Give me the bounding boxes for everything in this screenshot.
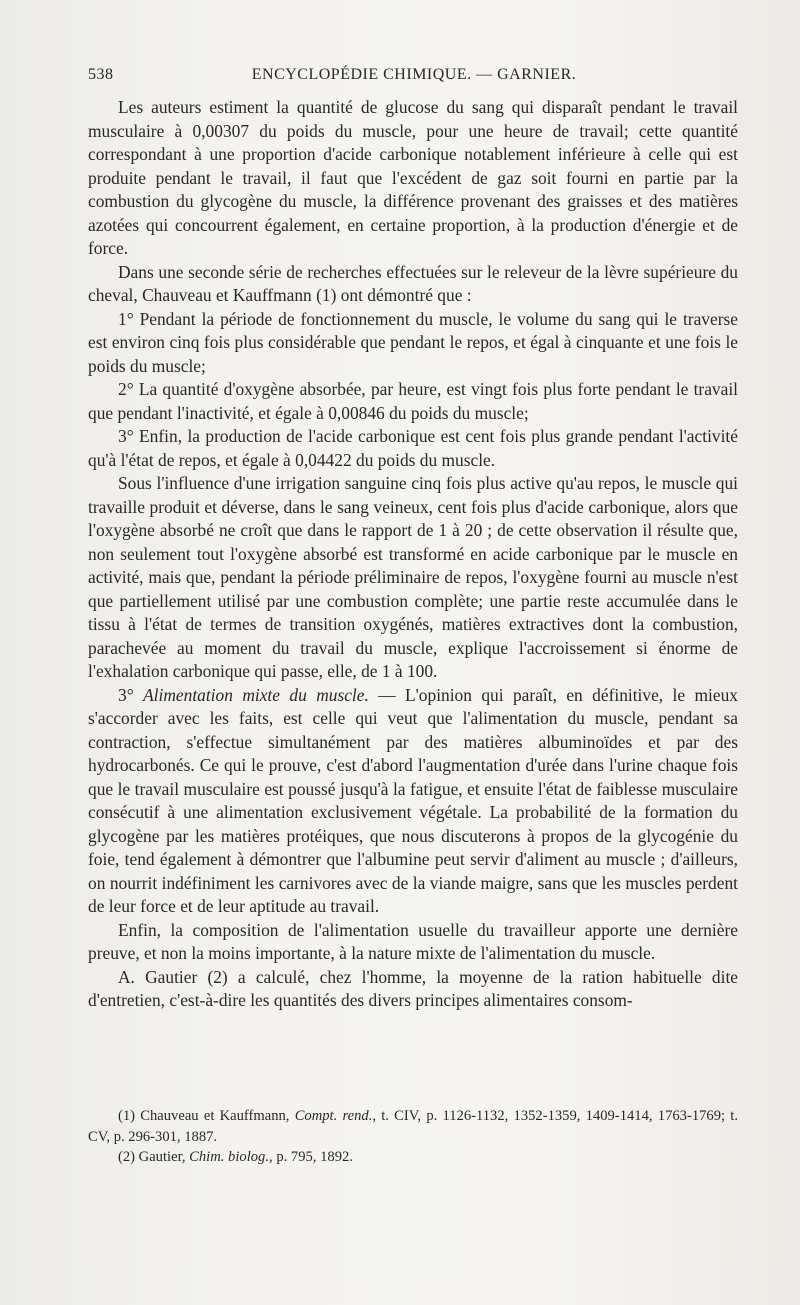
paragraph: Les auteurs estiment la quantité de glucose du sang qui disparaît pendant le travail musculaire à 0,00307 du poids du muscle, pour une heure de travail; cette quantité correspondant à une proportion d'acide carbonique notablement inférieure à celle qui est produite pendant le travail, il faut que l'excédent de gaz soit fourni en partie par la combustion du glycogène du muscle, la différence provenant des graisses et des matières azotées qui concourrent également, en certaine proportion, à la production d'énergie et de force. xyxy=(88,97,738,258)
paragraph: A. Gautier (2) a calculé, chez l'homme, la moyenne de la ration habituelle dite d'entretien, c'est-à-dire les quantités des divers principes alimentaires consom- xyxy=(88,966,738,1010)
footnotes xyxy=(88,1106,738,1168)
footnote-journal: Compt. rend. xyxy=(294,1108,373,1124)
paragraph: 1° Pendant la période de fonctionnement du muscle, le volume du sang qui le traverse est environ cinq fois plus considérable que pendant le repos, et égal à cinquante et une fois le poids du muscle; xyxy=(88,308,738,376)
footnote xyxy=(88,1147,738,1168)
footnote-text: , p. 795, 1892. xyxy=(269,1149,353,1165)
section-number: 3° xyxy=(118,684,144,705)
paragraph: Dans une seconde série de recherches effectuées sur le releveur de la lèvre supérieure du cheval, Chauveau et Kauffmann (1) ont démontré que : xyxy=(88,261,738,305)
footnote xyxy=(88,1106,738,1147)
paragraph xyxy=(88,684,738,919)
paragraph: 2° La quantité d'oxygène absorbée, par heure, est vingt fois plus forte pendant le travail que pendant l'inactivité, et égale à 0,00846 du poids du muscle; xyxy=(88,379,738,423)
body-text xyxy=(88,96,738,1013)
footnote-journal: Chim. biolog. xyxy=(189,1149,270,1165)
paragraph: 3° Enfin, la production de l'acide carbonique est cent fois plus grande pendant l'activité qu'à l'état de repos, et égale à 0,04422 du poids du muscle. xyxy=(88,426,738,470)
paragraph: Enfin, la composition de l'alimentation usuelle du travailleur apporte une dernière preuve, et non la moins importante, à la nature mixte de l'alimentation du muscle. xyxy=(88,919,738,963)
paragraph: Sous l'influence d'une irrigation sanguine cinq fois plus active qu'au repos, le muscle qui travaille produit et déverse, dans le sang veineux, cent fois plus d'acide carbonique, alors que l'oxygène absorbé ne croît que dans le rapport de 1 à 20 ; de cette observation il résulte que, non seulement tout l'oxygène absorbé est transformé en acide carbonique par le muscle en activité, mais que, pendant la période préliminaire de repos, l'oxygène fourni au muscle n'est que partiellement utilisé par une combustion complète; une partie reste accumulée dans le tissu à l'état de termes de transition oxygénés, matières extractives dont la combustion, parachevée au moment du travail du muscle, explique l'accroissement si énorme de l'exhalation carbonique qui passe, elle, de 1 à 100. xyxy=(88,473,738,681)
running-title: ENCYCLOPÉDIE CHIMIQUE. — GARNIER. xyxy=(251,66,577,83)
section-title: Alimentation mixte du muscle. xyxy=(143,684,369,705)
footnote-lead: (2) Gautier, xyxy=(118,1149,190,1165)
paragraph-text: — L'opinion qui paraît, en définitive, le mieux s'accorder avec les faits, est celle qui veut que l'alimentation du muscle, pendant sa contraction, s'effectue simultanément par des matières albuminoïdes et par des hydrocarbonés. Ce qui le prouve, c'est d'abord l'augmentation d'urée dans l'urine chaque fois que le travail musculaire est poussé jusqu'à la fatigue, et ensuite l'état de faiblesse musculaire consécutif à une alimentation exclusivement végétale. La probabilité de la formation du glycogène par les matières protéiques, que nous discuterons à propos de la glycogénie du foie, tend également à démontrer que l'albumine peut servir d'aliment au muscle ; d'ailleurs, on nourrit indéfiniment les carnivores avec de la viande maigre, sans que les muscles perdent de leur force et de leur aptitude au travail. xyxy=(88,684,738,916)
footnote-lead: (1) Chauveau et Kauffmann, xyxy=(118,1108,295,1124)
footnote-text: , t. CIV, p. 1126-1132, 1352-1359, 1409-1414, 1763-1769; t. CV, p. 296-301, 1887. xyxy=(88,1108,738,1145)
page-number: 538 xyxy=(88,66,114,83)
